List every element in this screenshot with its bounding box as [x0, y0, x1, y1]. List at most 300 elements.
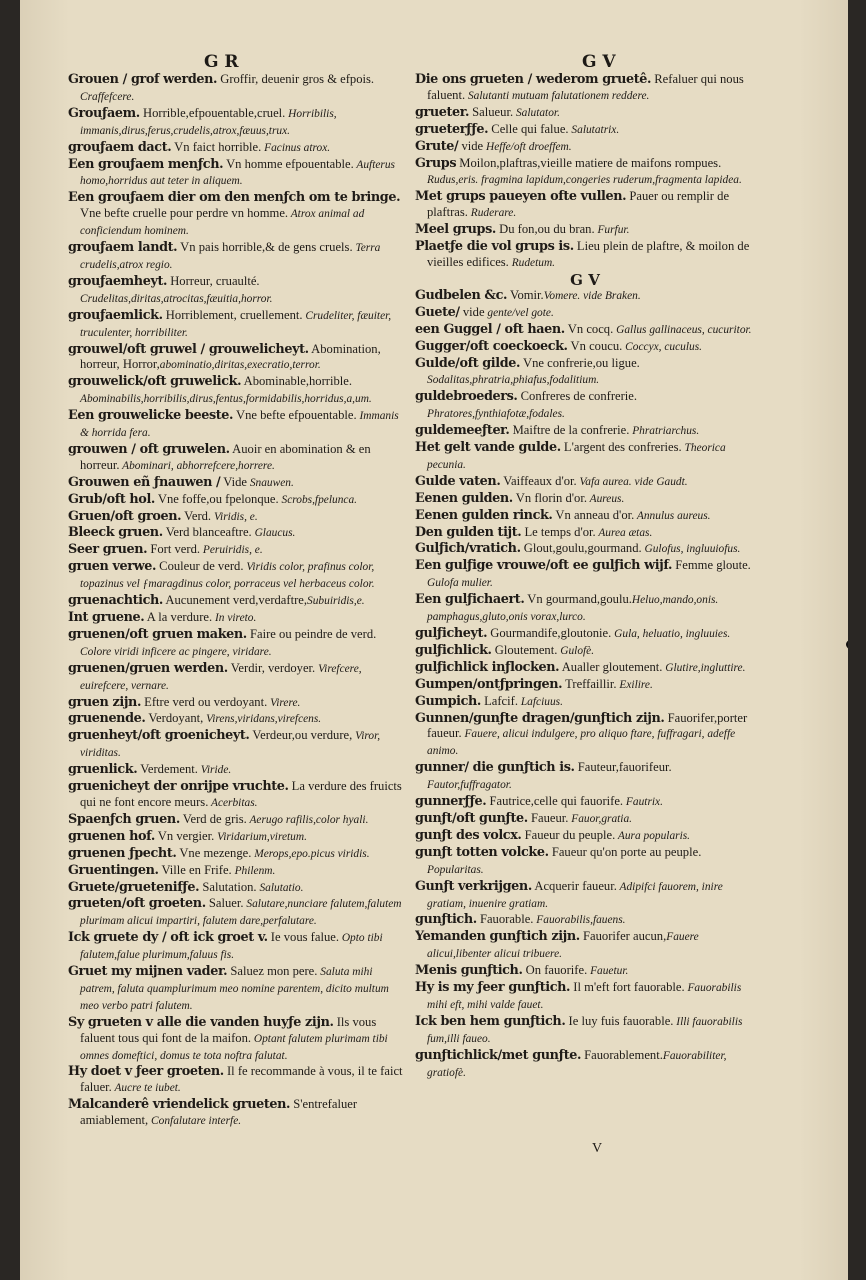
dictionary-entry — [415, 1048, 755, 1082]
latin-gloss: Acerbitas. — [208, 796, 258, 809]
headword: Seer gruen. — [68, 542, 148, 558]
latin-gloss: Aurea ætas. — [595, 526, 653, 539]
dictionary-entry — [415, 626, 755, 643]
dictionary-entry — [68, 274, 408, 308]
french-gloss: Abominable,horrible. — [241, 374, 353, 389]
french-gloss: Faueur du peuple. — [521, 827, 616, 842]
left-column — [68, 72, 408, 1172]
dictionary-entry — [415, 122, 755, 139]
french-gloss: Abomination, horreur, Horror, — [80, 341, 381, 372]
latin-gloss: Confalutare interfe. — [148, 1115, 242, 1128]
dictionary-entry — [415, 525, 755, 542]
dictionary-entry — [68, 930, 408, 964]
headword: Gumpich. — [415, 693, 481, 709]
french-gloss: Vide — [220, 474, 247, 489]
book-page — [20, 0, 848, 1280]
headword: Grups — [415, 155, 457, 171]
latin-gloss: Gulofè. — [557, 644, 595, 657]
headword: Een grouƒaem menƒch. — [68, 156, 224, 172]
french-gloss: Eftre verd ou verdoyant. — [141, 694, 268, 709]
headword: gruen zijn. — [68, 694, 142, 710]
headword: Gudbelen &c. — [415, 287, 508, 303]
headword: Hy is my ƒeer gunƒtich. — [415, 980, 571, 996]
headword: Hy doet v ƒeer groeten. — [68, 1064, 224, 1080]
dictionary-entry — [68, 762, 408, 779]
dictionary-entry — [415, 929, 755, 963]
headword: Gruentingen. — [68, 862, 159, 878]
headword: Met grups paueyen ofte vullen. — [415, 189, 627, 205]
dictionary-entry — [68, 408, 408, 442]
latin-gloss: Fauetur. — [587, 965, 629, 978]
dictionary-entry — [68, 880, 408, 897]
headword: gruenachtich. — [68, 593, 163, 609]
dictionary-entry — [68, 240, 408, 274]
french-gloss: Ville en Frife. — [158, 862, 232, 877]
headword: Plaetƒe die vol grups is. — [415, 239, 574, 255]
french-gloss: Verd. — [181, 508, 212, 523]
headword: Een grouƒaem dier om den menƒch om te bringe. — [68, 190, 401, 206]
dictionary-entry — [68, 863, 408, 880]
headword: Guete/ — [415, 304, 460, 320]
headword: Eenen gulden rinck. — [415, 507, 553, 523]
dictionary-entry — [415, 828, 755, 845]
french-gloss: Gourmandife,gloutonie. — [487, 626, 612, 640]
french-gloss: Vn gourmand,goulu. — [524, 592, 632, 607]
dictionary-entry — [415, 711, 755, 761]
dictionary-entry — [415, 139, 755, 156]
headword: gruenende. — [68, 711, 146, 727]
dictionary-entry — [415, 72, 755, 105]
dictionary-entry — [68, 72, 408, 106]
dictionary-entry — [415, 912, 755, 929]
latin-gloss: Abominabilis,horribilis,dirus,fentus,formidabilis,horridus,a,um. — [80, 393, 372, 406]
french-gloss: Verd blanceaftre. — [162, 525, 252, 540]
french-gloss: Fautrice,celle qui fauorife. — [486, 794, 624, 809]
dictionary-entry — [68, 896, 408, 930]
latin-gloss: Annulus aureus. — [634, 509, 711, 522]
dictionary-entry — [68, 157, 408, 191]
french-gloss: Vn florin d'or. — [512, 490, 587, 505]
latin-gloss: Salutare,nunciare falutem,falutem plurimam alicui impartiri, falutem dare,perfalutare. — [80, 898, 402, 928]
latin-gloss: Immanis & horrida fera. — [80, 410, 399, 440]
french-gloss: Glout,goulu,gourmand. — [520, 541, 642, 556]
latin-gloss: Virere. — [267, 696, 301, 709]
section-heading: G V — [570, 270, 600, 289]
french-gloss: Vn vergier. — [154, 828, 215, 843]
headword: gulƒicheyt. — [415, 626, 488, 641]
french-gloss: A la verdure. — [144, 610, 213, 624]
right-column — [415, 72, 755, 1172]
dictionary-entry — [415, 288, 755, 305]
dictionary-entry — [415, 423, 755, 440]
dictionary-entry — [68, 695, 408, 712]
dictionary-entry — [68, 509, 408, 526]
dictionary-entry — [68, 1097, 408, 1130]
french-gloss: Maiftre de la confrerie. — [509, 423, 630, 438]
french-gloss: Vn homme efpouentable. — [223, 156, 354, 171]
headword: Int gruene. — [68, 610, 145, 625]
latin-gloss: Fautrix. — [623, 796, 663, 809]
french-gloss: Refaluer qui nous faluent. — [427, 72, 744, 102]
headword: gunƒtichlick/met gunƒte. — [415, 1047, 582, 1063]
dictionary-entry — [415, 339, 755, 356]
french-gloss: On fauorife. — [522, 963, 588, 978]
latin-gloss: Philenm. — [231, 864, 276, 877]
french-gloss: Il m'eft fort fauorable. — [570, 980, 685, 995]
latin-gloss: Aerugo rafilis,color hyali. — [246, 813, 369, 826]
latin-gloss: Theorica pecunia. — [427, 442, 726, 471]
dictionary-entry — [68, 728, 408, 762]
dictionary-entry — [68, 190, 408, 240]
latin-gloss: Glaucus. — [251, 527, 296, 540]
headword: Gulƒich/vratich. — [415, 541, 521, 557]
running-header — [20, 52, 848, 72]
french-gloss: Lafcif. — [480, 693, 518, 708]
french-gloss: Horriblement, cruellement. — [162, 307, 303, 322]
headword: gruenheyt/oft groenicheyt. — [68, 728, 250, 744]
dictionary-entry — [415, 845, 755, 879]
dictionary-entry — [415, 189, 755, 222]
header-right: G V — [582, 52, 616, 72]
headword: gunnerƒƒe. — [415, 794, 487, 810]
latin-gloss: Gula, heluatio, ingluuies. — [611, 628, 731, 640]
latin-gloss: Fauorabilis mihi eft, mihi valde fauet. — [427, 982, 742, 1011]
headword: Ick gruete dy / oft ick groet v. — [68, 930, 268, 946]
dictionary-entry — [415, 105, 755, 122]
latin-gloss: Viridarium,viretum. — [214, 830, 307, 843]
latin-gloss: Virens,viridans,virefcens. — [203, 713, 322, 726]
french-gloss: vide — [458, 138, 484, 153]
french-gloss: Salutation. — [199, 879, 257, 894]
dictionary-entry — [68, 846, 408, 863]
headword: grueten/oft groeten. — [68, 896, 206, 912]
french-gloss: Celle qui falue. — [488, 121, 569, 136]
dictionary-entry — [415, 389, 755, 423]
french-gloss: Vn pais horrible,& de gens cruels. — [177, 240, 353, 255]
french-gloss: Saluer. — [205, 896, 244, 911]
latin-gloss: In vireto. — [212, 612, 257, 624]
headword: Een grouwelicke beeste. — [68, 408, 234, 424]
headword: grueter. — [415, 104, 470, 120]
headword: Een gulƒige vrouwe/oft ee gulƒich wijf. — [415, 558, 673, 574]
french-gloss: Lieu plein de plaftre, & moilon de vieilles edifices. — [427, 239, 750, 269]
dictionary-entry — [68, 559, 408, 593]
dictionary-entry — [415, 660, 755, 677]
latin-gloss: Peruiridis, e. — [200, 544, 263, 557]
dictionary-entry — [68, 542, 408, 559]
french-gloss: Salueur. — [469, 104, 514, 119]
latin-gloss: Vomere. vide Braken. — [543, 289, 641, 302]
headword: guldebroeders. — [415, 389, 518, 405]
dictionary-entry — [68, 140, 408, 157]
french-gloss: Vomir. — [507, 287, 544, 302]
headword: gunƒt totten volcke. — [415, 844, 549, 860]
latin-gloss: Coccyx, cuculus. — [622, 340, 703, 353]
dictionary-entry — [415, 677, 755, 694]
latin-gloss: Illi fauorabilis fum,illi faueo. — [427, 1015, 743, 1045]
headword: Gruen/oft groen. — [68, 508, 182, 524]
latin-gloss: Facinus atrox. — [261, 141, 331, 154]
dictionary-entry — [68, 779, 408, 812]
headword: gruenen/oft gruen maken. — [68, 626, 247, 642]
headword: Gunnen/gunƒte dragen/gunƒtich zijn. — [415, 710, 665, 726]
latin-gloss: abominatio,diritas,execratio,terror. — [159, 359, 321, 372]
latin-gloss: Rudus,eris. fragmina lapidum,congeries ruderum,fragmenta lapidea. — [427, 174, 742, 187]
dictionary-entry — [68, 106, 408, 140]
french-gloss: Ils vous faluent tous qui font de la maifon. — [80, 1014, 377, 1045]
latin-gloss: Lafciuus. — [518, 695, 563, 708]
headword: Menis gunƒtich. — [415, 963, 523, 979]
dictionary-entry — [415, 322, 755, 339]
latin-gloss: Aureus. — [586, 492, 625, 505]
latin-gloss: Crudelitas,diritas,atrocitas,fæuitia,horror. — [80, 292, 273, 305]
french-gloss: Vne confrerie,ou ligue. — [520, 355, 640, 370]
headword: Gruet my mijnen vader. — [68, 964, 228, 980]
french-gloss: Vaiffeaux d'or. — [500, 473, 577, 488]
dictionary-entry — [415, 491, 755, 508]
dictionary-entry — [68, 711, 408, 728]
dictionary-entry — [68, 593, 408, 610]
dictionary-entry — [415, 305, 755, 322]
french-gloss: vide — [459, 304, 485, 319]
latin-gloss: Scrobs,fpelunca. — [278, 493, 358, 506]
french-gloss: Faueur qu'on porte au peuple. — [548, 844, 702, 859]
latin-gloss: Viridis color, prafinus color, topazinus vel ƒmaragdinus color, porraceus vel herbaceus color. — [80, 561, 375, 591]
french-gloss: Fauorifer aucun, — [579, 929, 667, 944]
latin-gloss: Fautor,fuffragator. — [427, 779, 512, 792]
headword: Grub/oft hol. — [68, 491, 155, 507]
french-gloss: Horrible,efpouentable,cruel. — [139, 105, 286, 120]
latin-gloss: gente/vel gote. — [484, 306, 554, 319]
french-gloss: Fauteur,fauorifeur. — [574, 760, 672, 775]
headword: grouƒaem dact. — [68, 139, 172, 155]
headword: gunƒt des volcx. — [415, 827, 522, 843]
dictionary-entry — [68, 964, 408, 1015]
dictionary-entry — [68, 829, 408, 846]
headword: grouƒaemlick. — [68, 307, 163, 323]
french-gloss: Femme gloute. — [672, 558, 751, 573]
dictionary-entry — [68, 492, 408, 509]
signature-mark: V — [592, 1141, 603, 1156]
dictionary-entry — [415, 156, 755, 190]
french-gloss: Vne mezenge. — [176, 845, 252, 860]
headword: guldemeeƒter. — [415, 423, 510, 439]
latin-gloss: Fauorabilis,fauens. — [533, 914, 626, 927]
latin-gloss: Salutatrix. — [568, 123, 620, 136]
headword: grouwen / oft gruwelen. — [68, 441, 230, 457]
latin-gloss: Phratriarchus. — [629, 425, 700, 438]
french-gloss: Couleur de verd. — [156, 559, 244, 574]
french-gloss: Auoir en abomination & en horreur. — [80, 441, 371, 472]
headword: Grouwen eñ ƒnauwen / — [68, 474, 221, 490]
french-gloss: Verd de gris. — [179, 811, 247, 826]
latin-gloss: Rudetum. — [508, 256, 556, 269]
headword: Gumpen/ontƒpringen. — [415, 676, 563, 692]
latin-gloss: Salutanti mutuam falutationem reddere. — [465, 89, 650, 102]
french-gloss: Vn anneau d'or. — [552, 507, 635, 522]
french-gloss: Moilon,plaftras,vieille matiere de maifons rompues. — [456, 155, 722, 170]
headword: Meel grups. — [415, 222, 496, 238]
headword: gruenen hof. — [68, 828, 155, 844]
headword: Bleeck gruen. — [68, 525, 163, 541]
headword: gulƒichlick. — [415, 642, 492, 658]
headword: Grouƒaem. — [68, 105, 140, 121]
headword: Grouen / grof werden. — [68, 72, 218, 87]
dictionary-entry — [68, 475, 408, 492]
dictionary-entry — [68, 374, 408, 408]
header-left: G R — [204, 52, 239, 72]
headword: Yemanden gunƒtich zijn. — [415, 929, 580, 945]
dictionary-entry — [68, 661, 408, 695]
headword: grueterƒƒe. — [415, 121, 489, 137]
dictionary-entry — [415, 963, 755, 980]
headword: Gulde vaten. — [415, 473, 501, 489]
headword: Spaenƒch gruen. — [68, 811, 180, 827]
french-gloss: Verdement. — [137, 762, 198, 777]
headword: Gruete/gruetenifƒe. — [68, 879, 200, 895]
headword: Het gelt vande gulde. — [415, 440, 561, 456]
headword: gunner/ die gunƒtich is. — [415, 760, 575, 776]
french-gloss: Ie luy fuis fauorable. — [565, 1013, 674, 1028]
headword: gruenen/gruen werden. — [68, 660, 228, 676]
dictionary-entry — [68, 308, 408, 342]
dictionary-entry — [415, 1014, 755, 1048]
headword: Gunƒt verkrijgen. — [415, 878, 532, 894]
latin-gloss: Craffefcere. — [80, 90, 135, 103]
french-gloss: Vn cocq. — [564, 321, 614, 336]
french-gloss: Confreres de confrerie. — [517, 389, 638, 404]
latin-gloss: Fauere, alicui indulgere, pro aliquo ftare, fuffragari, adeffe animo. — [427, 728, 736, 758]
latin-gloss: Snauwen. — [246, 476, 294, 489]
dictionary-entry — [68, 627, 408, 661]
latin-gloss: Terra crudelis,atrox regio. — [80, 242, 381, 271]
french-gloss: Verdoyant, — [145, 711, 204, 726]
dictionary-entry — [68, 610, 408, 627]
french-gloss: Fauorifer,porter faueur. — [427, 710, 748, 741]
latin-gloss: Opto tibi falutem,falue plurimum,faluus fis. — [80, 932, 383, 962]
dictionary-entry — [415, 980, 755, 1014]
french-gloss: La verdure des fruicts qui ne font encore meurs. — [80, 779, 402, 809]
latin-gloss: Aufterus homo,horridus aut teter in aliquem. — [80, 158, 395, 188]
latin-gloss: Abominari, abhorrefcere,horrere. — [119, 459, 275, 472]
latin-gloss: Heffe/oft droeffem. — [483, 140, 572, 153]
dictionary-entry — [68, 342, 408, 375]
latin-gloss: Gallus gallinaceus, cucuritor. — [613, 323, 752, 336]
latin-gloss: Gulofus, ingluuiofus. — [641, 543, 741, 556]
latin-gloss: Horribilis, immanis,dirus,ferus,crudelis,atrox,fæuus,trux. — [80, 107, 337, 137]
dictionary-entry — [415, 694, 755, 711]
headword: gruen verwe. — [68, 559, 157, 575]
latin-gloss: Exilire. — [616, 678, 653, 691]
french-gloss: Groffir, deuenir gros & efpois. — [217, 72, 375, 86]
latin-gloss: Glutire,ingluttire. — [662, 661, 746, 674]
latin-gloss: Subuiridis,e. — [307, 595, 365, 608]
headword: Die ons grueten / wederom gruetê. — [415, 72, 652, 87]
latin-gloss: Fauere alicui,libenter alicui tribuere. — [427, 931, 699, 961]
headword: Een gulƒichaert. — [415, 592, 525, 608]
headword: grouƒaem landt. — [68, 240, 178, 256]
french-gloss: Ie vous falue. — [267, 930, 339, 945]
dictionary-entry — [68, 525, 408, 542]
dictionary-entry — [415, 440, 755, 474]
french-gloss: Vn faict horrible. — [171, 139, 262, 154]
french-gloss: Vne befte cruelle pour perdre vn homme. — [80, 206, 289, 221]
latin-gloss: Aucre te iubet. — [111, 1082, 181, 1095]
dictionary-entry — [415, 592, 755, 626]
latin-gloss: Fauorabiliter, gratiofè. — [427, 1049, 727, 1079]
headword: grouwel/oft gruwel / grouwelicheyt. — [68, 341, 309, 357]
headword: grouwelick/oft gruwelick. — [68, 374, 242, 390]
french-gloss: Aualler gloutement. — [559, 659, 663, 674]
latin-gloss: Salutator. — [513, 106, 560, 119]
dictionary-entry — [415, 879, 755, 913]
dictionary-entry — [68, 1064, 408, 1097]
french-gloss: Faueur. — [527, 810, 569, 825]
latin-gloss: Viridis, e. — [211, 510, 258, 523]
headword: gunƒtich. — [415, 912, 477, 928]
french-gloss: Verdeur,ou verdure, — [249, 728, 353, 743]
dictionary-entry — [415, 508, 755, 525]
french-gloss: Il fe recommande à vous, il te faict faluer. — [80, 1064, 403, 1095]
dictionary-entry — [68, 1015, 408, 1065]
french-gloss: Fauorablement. — [581, 1047, 663, 1062]
latin-gloss: Vafa aurea. vide Gaudt. — [576, 475, 688, 488]
french-gloss: Verdir, verdoyer. — [227, 660, 316, 675]
dictionary-entry — [415, 239, 755, 272]
latin-gloss: Phratores,fynthiafotæ,fodales. — [427, 408, 565, 421]
headword: gruenen ƒpecht. — [68, 845, 177, 861]
latin-gloss: Adipifci fauorem, inire gratiam, inuenire gratiam. — [427, 880, 723, 910]
headword: een Guggel / oft haen. — [415, 321, 565, 337]
dictionary-entry — [415, 541, 755, 558]
french-gloss: Du fon,ou du bran. — [495, 222, 595, 237]
headword: Malcanderê vriendelick grueten. — [68, 1097, 291, 1113]
latin-gloss: Gulofa mulier. — [427, 577, 493, 590]
headword: grouƒaemheyt. — [68, 273, 168, 289]
latin-gloss: Ruderare. — [467, 207, 517, 220]
headword: gulƒichlick inƒlocken. — [415, 659, 560, 675]
dictionary-entry — [415, 222, 755, 239]
french-gloss: Fauorable. — [476, 912, 534, 927]
dictionary-entry — [415, 474, 755, 491]
latin-gloss: Fauor,gratia. — [568, 812, 633, 825]
french-gloss: Vn coucu. — [567, 338, 623, 353]
headword: Gulde/oft gilde. — [415, 355, 521, 371]
headword: Den gulden tijt. — [415, 524, 522, 540]
headword: Sy grueten v alle die vanden huyƒe zijn. — [68, 1014, 334, 1030]
french-gloss: Saluez mon pere. — [227, 964, 318, 979]
french-gloss: Treffaillir. — [562, 676, 617, 691]
french-gloss: Fort verd. — [147, 542, 201, 557]
french-gloss: Aucunement verd,verdaftre, — [162, 593, 308, 608]
french-gloss: S'entrefaluer amiablement, — [80, 1097, 358, 1128]
french-gloss: L'argent des confreries. — [560, 440, 682, 455]
latin-gloss: Viror, viriditas. — [80, 730, 381, 760]
dictionary-entry — [415, 760, 755, 794]
dictionary-entry — [415, 643, 755, 660]
french-gloss: Le temps d'or. — [521, 524, 596, 539]
dictionary-entry — [415, 811, 755, 828]
french-gloss: Vne foffe,ou fpelonque. — [154, 491, 279, 506]
dictionary-entry — [415, 558, 755, 592]
headword: Eenen gulden. — [415, 490, 513, 506]
french-gloss: Gloutement. — [491, 642, 558, 657]
french-gloss: Pauer ou remplir de plaftras. — [427, 189, 730, 220]
headword: Grute/ — [415, 138, 459, 154]
latin-gloss: Atrox animal ad conficiendum hominem. — [80, 208, 365, 238]
headword: gunƒt/oft gunƒte. — [415, 810, 528, 826]
latin-gloss: Merops,epo.picus viridis. — [251, 847, 370, 860]
